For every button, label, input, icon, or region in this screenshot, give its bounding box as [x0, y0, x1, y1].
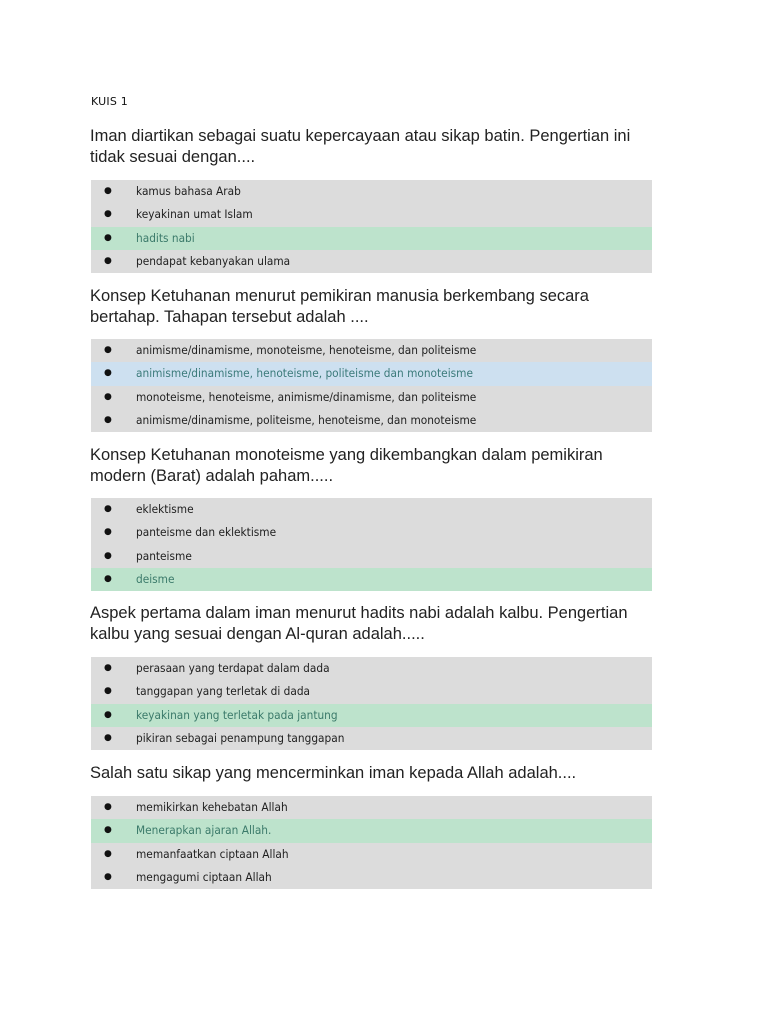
bullet-icon: ●	[104, 550, 112, 561]
document-title: KUIS 1	[91, 95, 128, 108]
bullet-icon: ●	[104, 186, 112, 196]
option-item[interactable]: ● panteisme	[91, 545, 652, 568]
option-item-correct[interactable]: ● hadits nabi	[91, 227, 652, 250]
question-3-options	[91, 498, 652, 591]
question-5-options	[91, 796, 652, 889]
option-item-correct[interactable]: ● Menerapkan ajaran Allah.	[91, 819, 652, 842]
option-item[interactable]: ● pikiran sebagai penampung tanggapan	[91, 727, 652, 750]
option-item[interactable]: ● memikirkan kehebatan Allah	[91, 796, 652, 819]
option-item[interactable]: ● keyakinan umat Islam	[91, 203, 652, 226]
bullet-icon: ●	[104, 391, 112, 402]
bullet-icon: ●	[104, 802, 112, 812]
bullet-icon: ●	[104, 255, 112, 266]
bullet-icon: ●	[104, 414, 112, 425]
bullet-icon: ●	[104, 686, 112, 697]
option-item[interactable]: ● mengagumi ciptaan Allah	[91, 866, 652, 889]
option-item[interactable]: ● pendapat kebanyakan ulama	[91, 250, 652, 273]
option-item-correct[interactable]: ● deisme	[91, 568, 652, 591]
option-item[interactable]: ● memanfaatkan ciptaan Allah	[91, 843, 652, 866]
option-item-correct[interactable]: ● keyakinan yang terletak pada jantung	[91, 704, 652, 727]
bullet-icon: ●	[104, 573, 112, 584]
question-2-options	[91, 339, 652, 432]
option-item-correct[interactable]: ● animisme/dinamisme, henoteisme, politeisme dan monoteisme	[91, 362, 652, 385]
bullet-icon: ●	[104, 871, 112, 882]
question-1-options	[91, 180, 652, 273]
question-4-text: Aspek pertama dalam iman menurut hadits nabi adalah kalbu. Pengertian kalbu yang sesuai dengan Al-quran adalah.....	[90, 604, 628, 643]
option-item[interactable]: ● perasaan yang terdapat dalam dada	[91, 657, 652, 680]
bullet-icon: ●	[104, 848, 112, 859]
bullet-icon: ●	[104, 504, 112, 514]
bullet-icon: ●	[104, 368, 112, 379]
option-item[interactable]: ● animisme/dinamisme, politeisme, henoteisme, dan monoteisme	[91, 409, 652, 432]
question-5-text: Salah satu sikap yang mencerminkan iman kepada Allah adalah....	[90, 764, 577, 782]
option-item[interactable]: ● animisme/dinamisme, monoteisme, henoteisme, dan politeisme	[91, 339, 652, 362]
question-2-text: Konsep Ketuhanan menurut pemikiran manusia berkembang secara bertahap. Tahapan tersebut adalah ....	[90, 287, 589, 326]
bullet-icon: ●	[104, 732, 112, 743]
bullet-icon: ●	[104, 232, 112, 243]
option-item[interactable]: ● tanggapan yang terletak di dada	[91, 680, 652, 703]
bullet-icon: ●	[104, 709, 112, 720]
option-item[interactable]: ● kamus bahasa Arab	[91, 180, 652, 203]
question-4-options	[91, 657, 652, 750]
bullet-icon: ●	[104, 209, 112, 220]
bullet-icon: ●	[104, 825, 112, 836]
bullet-icon: ●	[104, 527, 112, 538]
bullet-icon: ●	[104, 663, 112, 673]
question-3-text: Konsep Ketuhanan monoteisme yang dikembangkan dalam pemikiran modern (Barat) adalah paham.....	[90, 446, 603, 485]
bullet-icon: ●	[104, 345, 112, 355]
question-1-text: Iman diartikan sebagai suatu kepercayaan atau sikap batin. Pengertian ini tidak sesuai dengan....	[90, 127, 631, 166]
option-item[interactable]: ● eklektisme	[91, 498, 652, 521]
option-item[interactable]: ● monoteisme, henoteisme, animisme/dinamisme, dan politeisme	[91, 386, 652, 409]
option-item[interactable]: ● panteisme dan eklektisme	[91, 521, 652, 544]
